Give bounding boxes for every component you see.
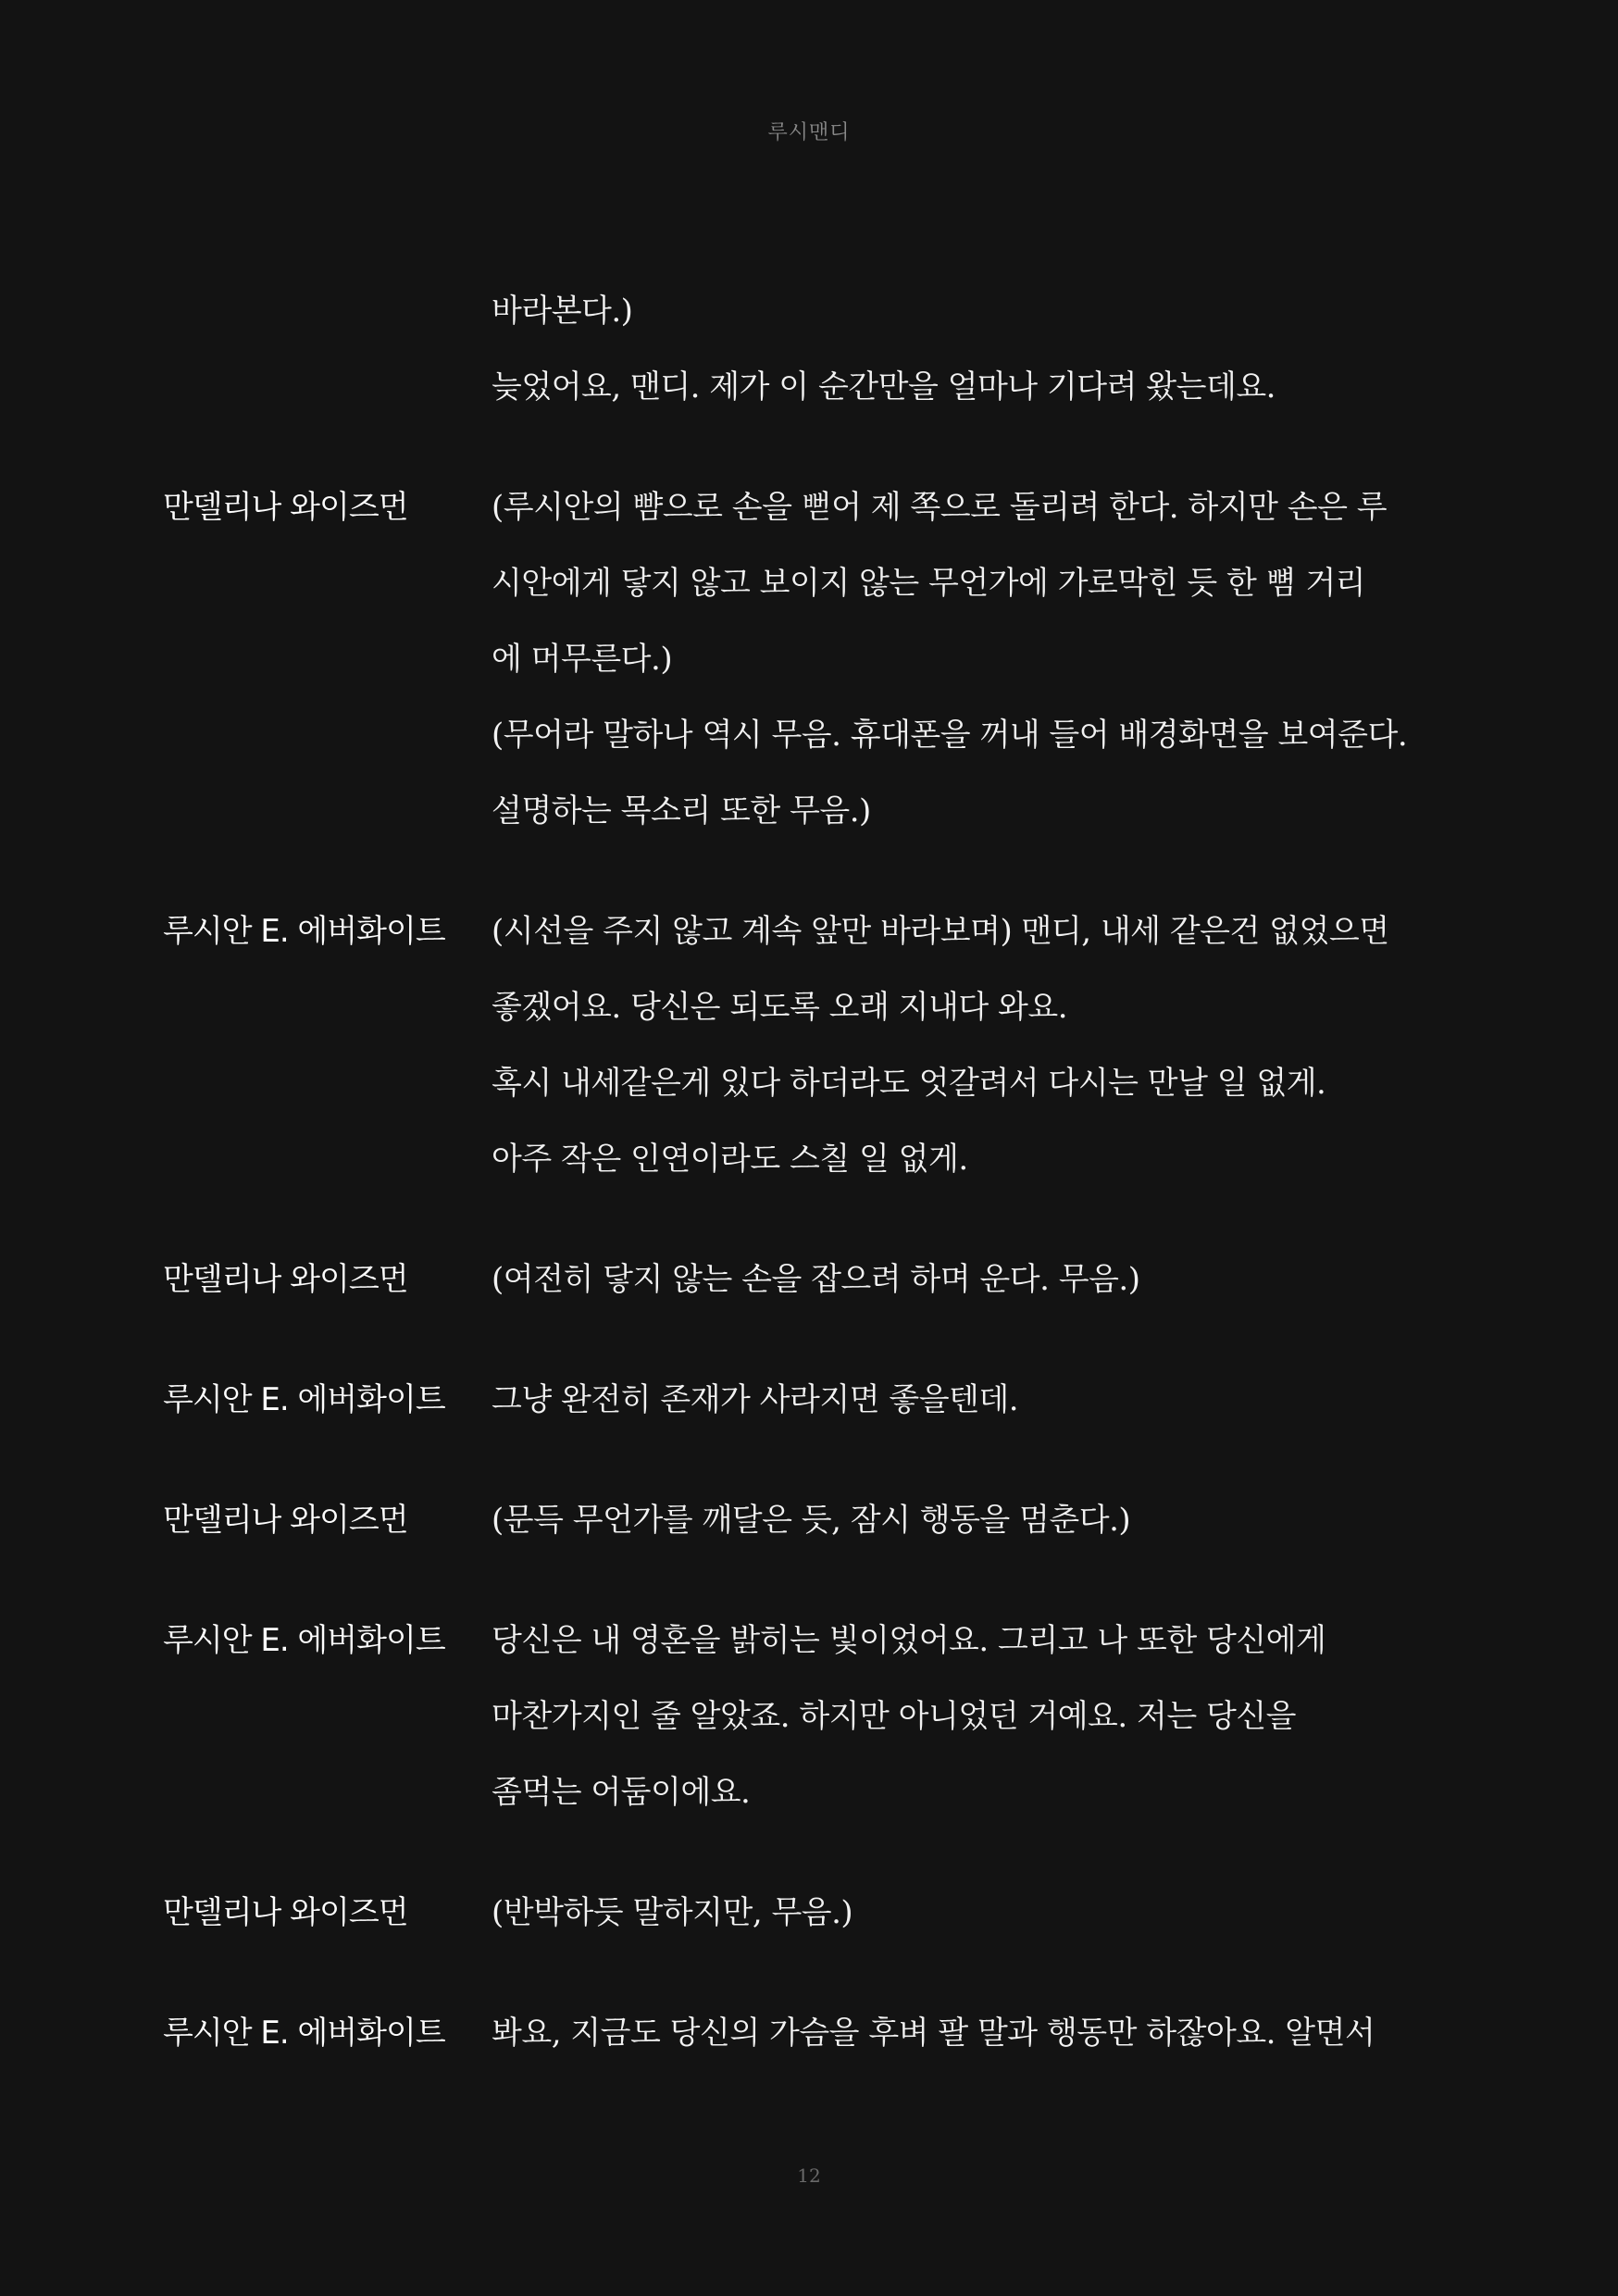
dialogue-line: 혹시 내세같은게 있다 하더라도 엇갈려서 다시는 만날 일 없게. [492,1065,1326,1102]
dialogue-lines [492,1995,1463,2071]
dialogue-line: 늦었어요, 맨디. 제가 이 순간만을 얼마나 기다려 왔는데요. [492,368,1276,406]
dialogue-lines [492,273,1463,425]
speaker-name: 루시안 E. 에버화이트 [163,2015,445,2052]
dialogue-lines [492,1482,1463,1558]
script-body [0,273,1618,2115]
dialogue-lines [492,1875,1463,1951]
speaker-name: 만델리나 와이즈먼 [163,489,408,526]
dialogue-block [0,1242,1618,1317]
dialogue-line: 시안에게 닿지 않고 보이지 않는 무언가에 가로막힌 듯 한 뼘 거리 [492,565,1366,602]
dialogue-lines [492,1242,1463,1317]
dialogue-line: 마찬가지인 줄 알았죠. 하지만 아니었던 거예요. 저는 당신을 [492,1698,1297,1735]
speaker-name: 루시안 E. 에버화이트 [163,1381,445,1418]
dialogue-line: 바라본다.) [492,293,633,330]
dialogue-lines [492,469,1463,849]
dialogue-block [0,469,1618,849]
dialogue-line: 당신은 내 영혼을 밝히는 빛이었어요. 그리고 나 또한 당신에게 [492,1622,1326,1659]
dialogue-line: 에 머무른다.) [492,641,673,678]
dialogue-lines [492,1603,1463,1830]
dialogue-line: 아주 작은 인연이라도 스칠 일 없게. [492,1141,968,1178]
speaker-name: 루시안 E. 에버화이트 [163,913,445,950]
dialogue-line: (루시안의 뺨으로 손을 뻗어 제 쪽으로 돌리려 한다. 하지만 손은 루 [492,489,1388,526]
dialogue-block [0,1482,1618,1558]
dialogue-line: 좋겠어요. 당신은 되도록 오래 지내다 와요. [492,989,1067,1026]
dialogue-block [0,1603,1618,1830]
dialogue-line: 좀먹는 어둠이에요. [492,1774,751,1811]
dialogue-line: 설명하는 목소리 또한 무음.) [492,792,871,830]
speaker-name: 만델리나 와이즈먼 [163,1261,408,1298]
dialogue-line: 봐요, 지금도 당신의 가슴을 후벼 팔 말과 행동만 하잖아요. 알면서 [492,2015,1375,2052]
dialogue-lines [492,1362,1463,1438]
dialogue-block [0,273,1618,425]
speaker-name: 만델리나 와이즈먼 [163,1502,408,1539]
dialogue-line: (반박하듯 말하지만, 무음.) [492,1894,853,1931]
speaker-name: 루시안 E. 에버화이트 [163,1622,445,1659]
dialogue-lines [492,893,1463,1197]
dialogue-line: (문득 무언가를 깨달은 듯, 잠시 행동을 멈춘다.) [492,1502,1131,1539]
speaker-name: 만델리나 와이즈먼 [163,1894,408,1931]
dialogue-line: (시선을 주지 않고 계속 앞만 바라보며) 맨디, 내세 같은건 없었으면 [492,913,1389,950]
dialogue-block [0,1362,1618,1438]
dialogue-line: 그냥 완전히 존재가 사라지면 좋을텐데. [492,1381,1019,1418]
dialogue-block [0,1875,1618,1951]
dialogue-line: (여전히 닿지 않는 손을 잡으려 하며 운다. 무음.) [492,1261,1140,1298]
page-number: 12 [797,2165,821,2187]
dialogue-block [0,893,1618,1197]
dialogue-line: (무어라 말하나 역시 무음. 휴대폰을 꺼내 들어 배경화면을 보여준다. [492,717,1408,754]
dialogue-block [0,1995,1618,2071]
running-header: 루시맨디 [767,121,851,144]
